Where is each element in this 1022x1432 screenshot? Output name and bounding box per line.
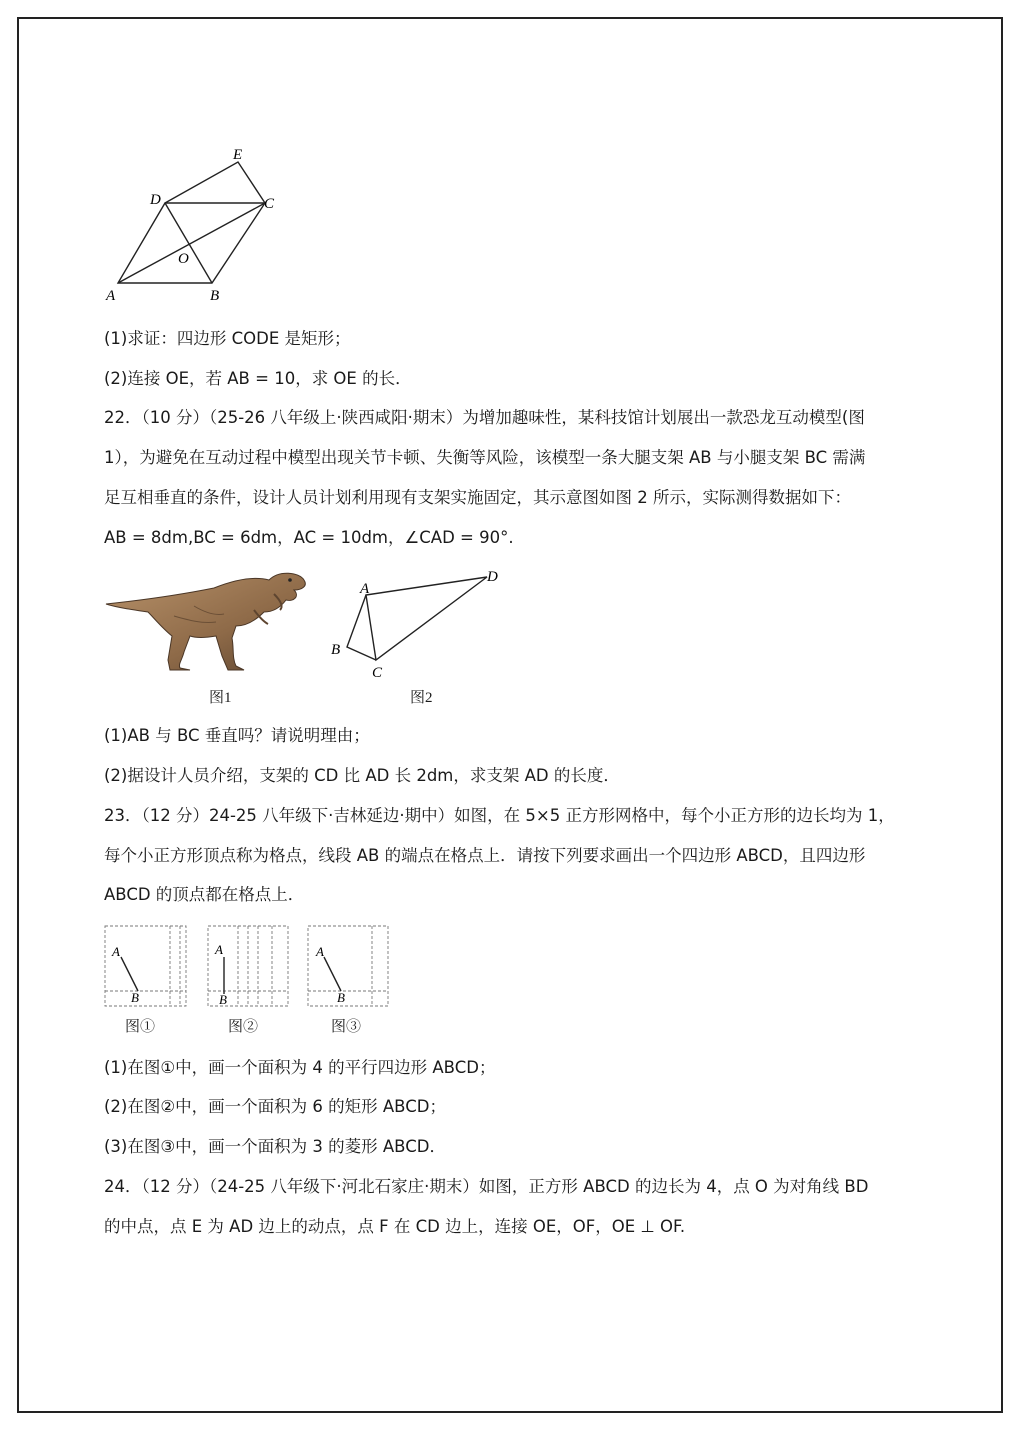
q24-line2: 的中点，点 E 为 AD 边上的动点，点 F 在 CD 边上，连接 OE，OF，OE ⊥ OF. (104, 1217, 686, 1236)
q24-line1: 24．（12 分）（24-25 八年级下·河北石家庄·期末）如图，正方形 ABCD 的边长为 4，点 O 为对角线 BD (104, 1177, 869, 1196)
fig2-label-B: B (331, 642, 341, 658)
figure2-diagram (326, 562, 516, 682)
fig2-caption: 图2 (410, 690, 433, 706)
q22-line1: 22．（10 分）（25-26 八年级上·陕西咸阳·期末）为增加趣味性，某科技馆计划展出一款恐龙互动模型(图 (104, 408, 865, 427)
q21-part2: (2)连接 OE，若 AB = 10，求 OE 的长． (104, 369, 412, 388)
label-B: B (210, 288, 220, 304)
q23-line2: 每个小正方形顶点称为格点，线段 AB 的端点在格点上．请按下列要求画出一个四边形 ABCD，且四边形 (104, 846, 866, 865)
fig2-label-D: D (487, 569, 498, 585)
grid3-caption: 图③ (331, 1019, 362, 1035)
label-C: C (264, 196, 275, 212)
grid-figure-2 (206, 924, 292, 1008)
q21-part1: (1)求证：四边形 CODE 是矩形； (104, 329, 351, 348)
grid3-label-A: A (316, 944, 324, 959)
rhombus-figure (100, 140, 290, 310)
label-D: D (150, 192, 161, 208)
q22-line3: 足互相垂直的条件，设计人员计划利用现有支架实施固定，其示意图如图 2 所示，实际测得数据如下： (104, 488, 851, 507)
fig1-caption: 图1 (209, 690, 232, 706)
grid1-label-A: A (112, 944, 120, 959)
grid1-label-B: B (131, 990, 139, 1005)
grid2-caption: 图② (228, 1019, 259, 1035)
label-O: O (178, 251, 189, 267)
label-E: E (233, 147, 243, 163)
q23-part2: (2)在图②中，画一个面积为 6 的矩形 ABCD； (104, 1097, 446, 1116)
q22-line2: 1），为避免在互动过程中模型出现关节卡顿、失衡等风险，该模型一条大腿支架 AB 与小腿支架 BC 需满 (104, 448, 866, 467)
fig2-label-A: A (360, 581, 370, 597)
q22-part2: (2)据设计人员介绍，支架的 CD 比 AD 长 2dm，求支架 AD 的长度． (104, 766, 620, 785)
grid2-label-A: A (215, 942, 223, 957)
label-A: A (106, 288, 116, 304)
grid1-caption: 图① (125, 1019, 156, 1035)
grid3-label-B: B (337, 990, 345, 1005)
q23-line3: ABCD 的顶点都在格点上． (104, 885, 305, 904)
q22-part1: (1)AB 与 BC 垂直吗？请说明理由； (104, 726, 370, 745)
grid-figure-3 (306, 924, 392, 1008)
dinosaur-image (104, 566, 310, 674)
q23-line1: 23．（12 分）24-25 八年级下·吉林延边·期中）如图，在 5×5 正方形网格中，每个小正方形的边长均为 1， (104, 806, 895, 825)
q22-line4: AB = 8dm,BC = 6dm，AC = 10dm，∠CAD = 90°. (104, 528, 514, 547)
grid2-label-B: B (219, 992, 227, 1007)
q23-part3: (3)在图③中，画一个面积为 3 的菱形 ABCD． (104, 1137, 446, 1156)
q23-part1: (1)在图①中，画一个面积为 4 的平行四边形 ABCD； (104, 1058, 496, 1077)
fig2-label-C: C (372, 665, 383, 681)
grid-figure-1 (104, 924, 188, 1008)
